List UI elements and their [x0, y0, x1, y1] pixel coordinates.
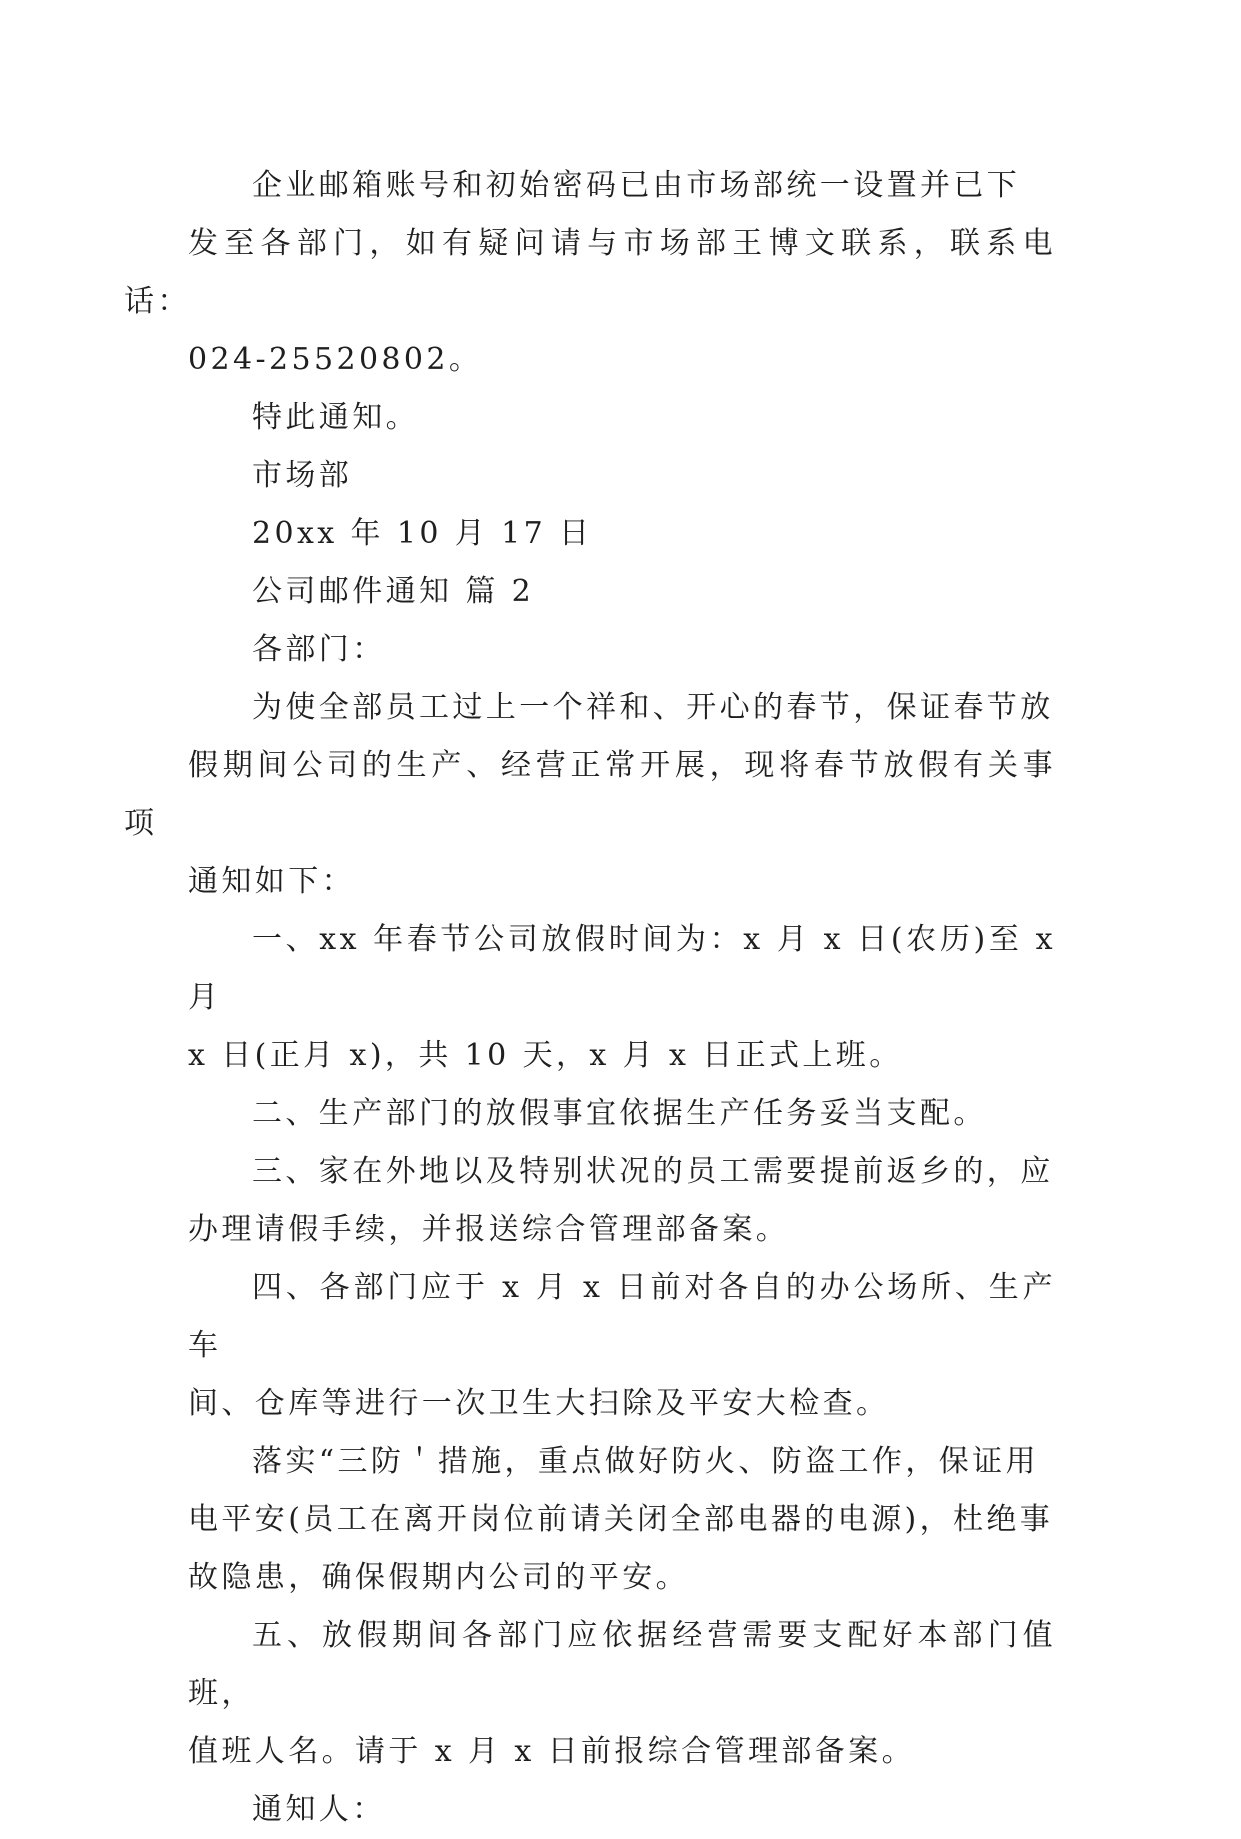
paragraph-salutation [188, 621, 1056, 679]
text-line: 办理请假手续，并报送综合管理部备案。 [188, 1212, 790, 1247]
paragraph-signature-department [188, 447, 1056, 505]
text-line: 20xx 年 10 月 17 日 [252, 516, 593, 551]
text-line: 特此通知。 [252, 400, 419, 435]
paragraph-item-3 [188, 1143, 1056, 1259]
text-line: 间、仓库等进行一次卫生大扫除及平安大检查。 [188, 1386, 890, 1421]
text-line: 值班人名。请于 x 月 x 日前报综合管理部备案。 [188, 1734, 915, 1769]
text-line: 落实“三防＇措施，重点做好防火、防盗工作，保证用 [252, 1444, 1039, 1479]
text-line: 假期间公司的生产、经营正常开展，现将春节放假有关事项 [124, 748, 1056, 841]
text-line: 为使全部员工过上一个祥和、开心的春节，保证春节放 [252, 690, 1054, 725]
text-line: 通知如下： [188, 864, 355, 899]
text-line: 通知人： [252, 1792, 386, 1827]
document-body [124, 157, 1056, 1839]
text-line: 电平安(员工在离开岗位前请关闭全部电器的电源)，杜绝事 [188, 1502, 1054, 1537]
paragraph-intro [124, 679, 1056, 911]
text-line: 四、各部门应于 x 月 x 日前对各自的办公场所、生产车 [188, 1270, 1056, 1363]
text-line: 三、家在外地以及特别状况的员工需要提前返乡的，应 [252, 1154, 1054, 1189]
paragraph-signature-date [188, 505, 1056, 563]
paragraph-item-4 [188, 1259, 1056, 1433]
text-line: 五、放假期间各部门应依据经营需要支配好本部门值班， [188, 1618, 1056, 1711]
paragraph-safety-measures [188, 1433, 1056, 1607]
paragraph-notifier [188, 1781, 1056, 1839]
text-line: 企业邮箱账号和初始密码已由市场部统一设置并已下 [252, 168, 1021, 203]
text-line: 发至各部门，如有疑问请与市场部王博文联系，联系电话： [124, 226, 1056, 319]
paragraph-section-title [188, 563, 1056, 621]
text-line: 各部门： [252, 632, 386, 667]
text-line: 二、生产部门的放假事宜依据生产任务妥当支配。 [252, 1096, 987, 1131]
text-line: 公司邮件通知 篇 2 [252, 574, 535, 609]
text-line: 故隐患，确保假期内公司的平安。 [188, 1560, 689, 1595]
paragraph-closing-notice [188, 389, 1056, 447]
paragraph-email-account-notice [124, 157, 1056, 389]
paragraph-item-2 [188, 1085, 1056, 1143]
text-line: x 日(正月 x)，共 10 天，x 月 x 日正式上班。 [188, 1038, 903, 1073]
text-line: 024-25520802。 [188, 342, 483, 377]
text-line: 市场部 [252, 458, 353, 493]
text-line: 一、xx 年春节公司放假时间为：x 月 x 日(农历)至 x 月 [188, 922, 1056, 1015]
paragraph-item-1 [188, 911, 1056, 1085]
paragraph-item-5 [188, 1607, 1056, 1781]
